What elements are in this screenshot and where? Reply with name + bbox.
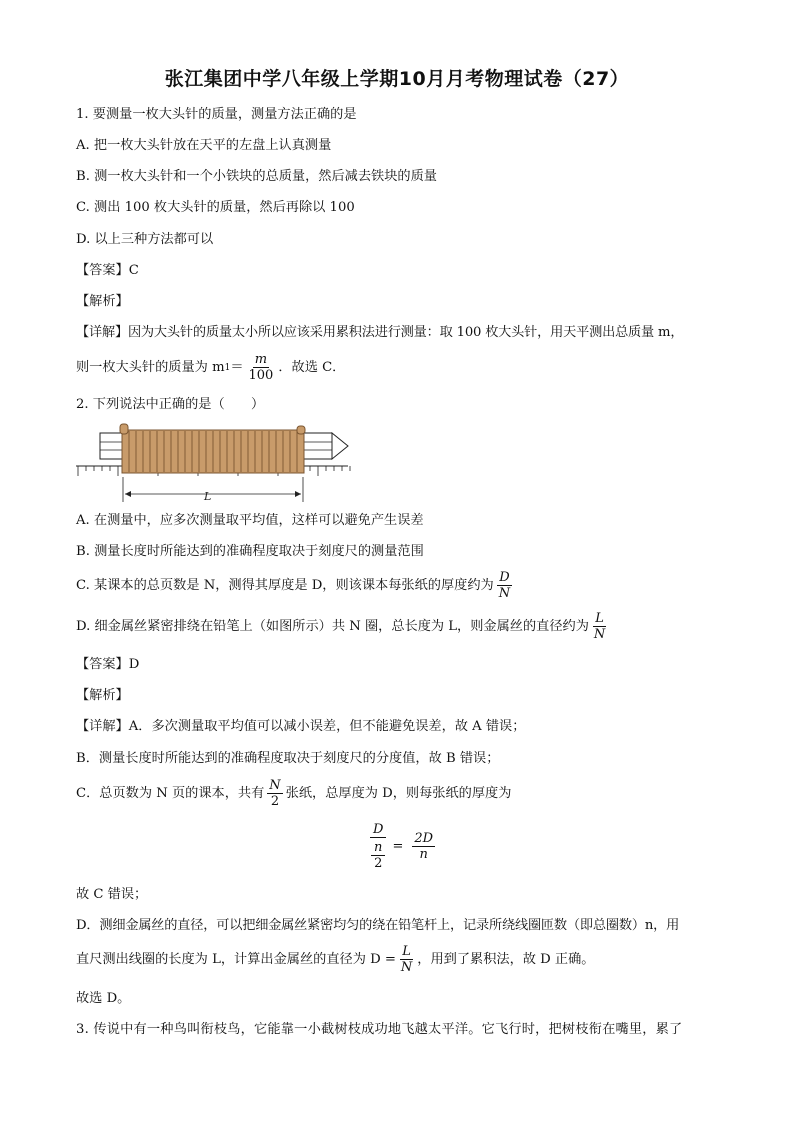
q2-detail-d-text-post: ，用到了累积法，故 D 正确。 bbox=[417, 951, 595, 967]
q1-option-b: B. 测一枚大头针和一个小铁块的总质量，然后减去铁块的质量 bbox=[76, 169, 437, 184]
q2-detail-d-line1: D．测细金属丝的直径，可以把细金属丝紧密均匀的绕在铅笔杆上，记录所绕线圈匝数（即总圈数）n，用 bbox=[76, 918, 680, 933]
q2-detail-d-fraction bbox=[399, 944, 414, 975]
q2-option-d bbox=[76, 611, 610, 642]
q2-detail-c-fraction bbox=[267, 778, 282, 809]
q2-detail-d-line2 bbox=[76, 944, 595, 975]
nested-mid-den: 2 bbox=[374, 856, 383, 871]
q2-detail-c-text-post: 张纸，总厚度为 D，则每张纸的厚度为 bbox=[285, 785, 512, 801]
frac-den: N bbox=[498, 586, 511, 601]
q2-option-d-text: D. 细金属丝紧密排绕在铅笔上（如图所示）共 N 圈，总长度为 L，则金属丝的直径约为 bbox=[76, 618, 589, 634]
coil-end-left bbox=[120, 424, 128, 434]
q1-option-d: D. 以上三种方法都可以 bbox=[76, 232, 214, 247]
q1-option-c: C. 测出 100 枚大头针的质量，然后再除以 100 bbox=[76, 200, 355, 215]
frac-den: N bbox=[593, 627, 606, 642]
frac-den: n bbox=[419, 847, 428, 862]
q1-fraction-num: m bbox=[254, 352, 268, 367]
page-thickness-equation bbox=[370, 822, 438, 871]
coil-end-right bbox=[297, 426, 305, 434]
q2-answer: 【答案】D bbox=[76, 657, 140, 672]
length-label: L bbox=[204, 490, 212, 503]
coil-on-pencil-figure bbox=[76, 420, 356, 504]
frac-num: N bbox=[269, 778, 281, 793]
q2-option-c bbox=[76, 570, 515, 601]
q3-stem: 3. 传说中有一种鸟叫衔枝鸟，它能靠一小截树枝成功地飞越太平洋。它飞行时，把树枝衔在嘴里，累了 bbox=[76, 1022, 683, 1037]
q2-option-d-fraction bbox=[592, 611, 607, 642]
q1-detail-end: ．故选 C． bbox=[278, 359, 346, 375]
equals-sign: = bbox=[392, 839, 404, 854]
q1-stem: 1. 要测量一枚大头针的质量，测量方法正确的是 bbox=[76, 107, 357, 122]
q2-option-c-text: C. 某课本的总页数是 N，测得其厚度是 D，则该课本每张纸的厚度约为 bbox=[76, 577, 494, 593]
q2-detail-c-text: C．总页数为 N 页的课本，共有 bbox=[76, 785, 265, 801]
q2-conclusion: 故选 D。 bbox=[76, 991, 131, 1006]
q2-detail-d-text: 直尺测出线圈的长度为 L，计算出金属丝的直径为 D = bbox=[76, 951, 396, 967]
q2-detail-b: B．测量长度时所能达到的准确程度取决于刻度尺的分度值，故 B 错误； bbox=[76, 751, 500, 766]
q2-analysis: 【解析】 bbox=[76, 688, 129, 703]
q2-option-b: B. 测量长度时所能达到的准确程度取决于刻度尺的测量范围 bbox=[76, 544, 424, 559]
nested-top: D bbox=[370, 822, 386, 838]
q2-option-a: A. 在测量中，应多次测量取平均值，这样可以避免产生误差 bbox=[76, 513, 424, 528]
frac-den: 2 bbox=[270, 794, 280, 809]
q2-detail-c bbox=[76, 778, 511, 809]
q2-option-c-fraction bbox=[497, 570, 512, 601]
q1-analysis: 【解析】 bbox=[76, 294, 129, 309]
q1-subscript: 1 bbox=[224, 362, 231, 373]
q1-fraction-den: 100 bbox=[248, 368, 274, 383]
frac-num: L bbox=[595, 611, 604, 626]
nested-fraction bbox=[370, 822, 386, 871]
nested-mid-num: n bbox=[371, 840, 385, 856]
page-title: 张江集团中学八年级上学期10月月考物理试卷（27） bbox=[164, 68, 630, 90]
q2-detail-c-end: 故 C 错误； bbox=[76, 887, 148, 902]
frac-num: 2D bbox=[414, 831, 434, 846]
q1-detail-line1: 【详解】因为大头针的质量太小所以应该采用累积法进行测量：取 100 枚大头针，用天平测出总质量 m， bbox=[76, 325, 684, 340]
q1-detail-line2 bbox=[76, 352, 345, 383]
frac-num: L bbox=[402, 944, 411, 959]
frac-num: D bbox=[499, 570, 510, 585]
frac-den: N bbox=[400, 960, 413, 975]
result-fraction bbox=[412, 831, 435, 862]
q1-detail-text: 则一枚大头针的质量为 m bbox=[76, 359, 225, 375]
q2-detail-a: 【详解】A．多次测量取平均值可以减小误差，但不能避免误差，故 A 错误； bbox=[76, 719, 526, 734]
nested-bottom bbox=[371, 838, 385, 871]
q1-equals: ＝ bbox=[230, 359, 244, 375]
q1-answer: 【答案】C bbox=[76, 263, 139, 278]
q1-option-a: A. 把一枚大头针放在天平的左盘上认真测量 bbox=[76, 138, 332, 153]
q1-fraction bbox=[247, 352, 276, 383]
q2-stem: 2. 下列说法中正确的是（ ） bbox=[76, 397, 265, 412]
pencil-tip bbox=[332, 433, 348, 459]
